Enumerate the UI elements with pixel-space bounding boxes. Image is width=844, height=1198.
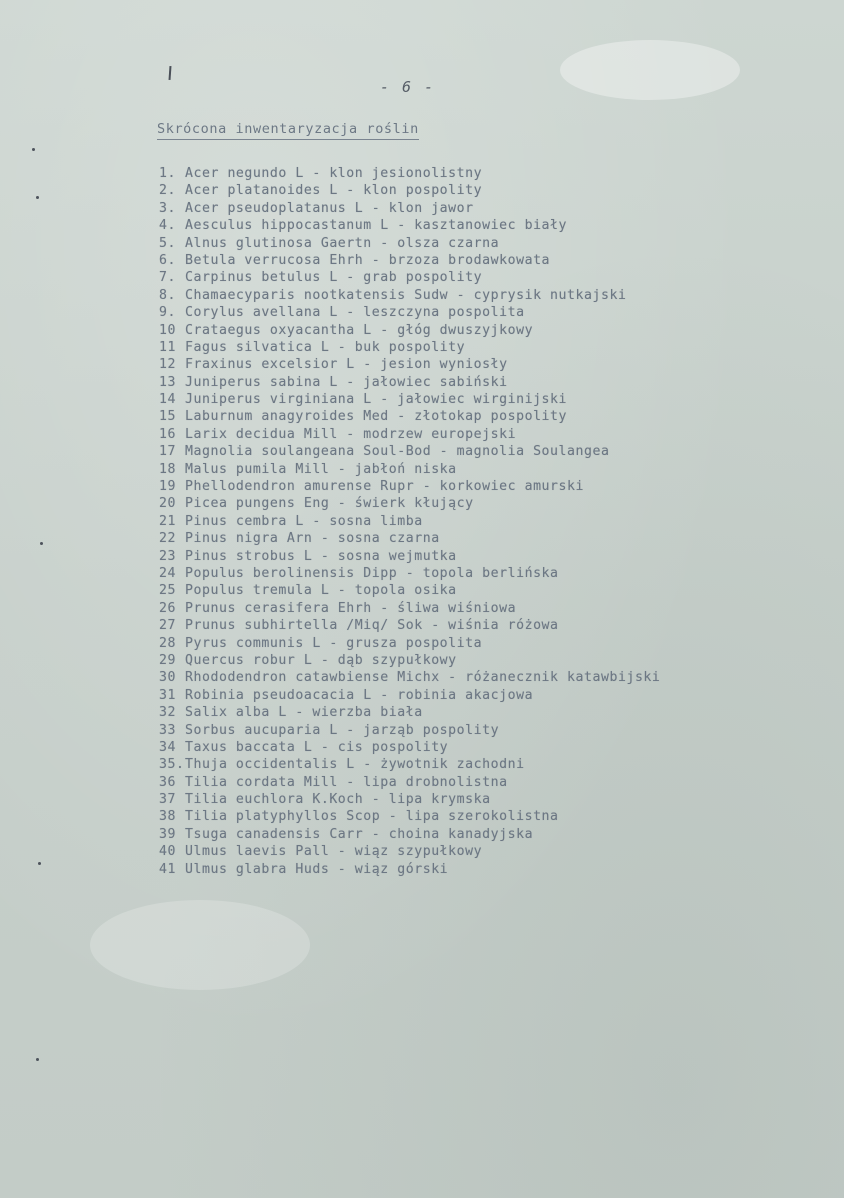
item-text: Sorbus aucuparia L - jarząb pospolity [185,722,500,738]
item-text: Betula verrucosa Ehrh - brzoza brodawkowata [185,252,551,268]
list-item [159,652,829,669]
list-item [159,304,829,321]
list-item [159,530,829,547]
item-text: Juniperus virginiana L - jałowiec wirginijski [185,392,568,408]
item-text: Tilia cordata Mill - lipa drobnolistna [185,774,508,790]
item-number: 1. [159,166,176,181]
margin-dot [40,542,43,545]
item-number: 30 [159,670,176,686]
item-text: Crataegus oxyacantha L - głóg dwuszyjkowy [185,322,534,338]
item-number: 23 [159,548,176,564]
item-number: 22 [159,531,176,547]
item-text: Ulmus glabra Huds - wiąz górski [185,861,449,877]
list-item [159,722,829,739]
item-number: 37 [159,792,176,808]
item-text: Aesculus hippocastanum L - kasztanowiec biały [185,218,568,234]
margin-dot [32,148,35,151]
list-item [159,287,829,304]
item-text: Robinia pseudoacacia L - robinia akacjowa [185,687,534,703]
item-text: Juniperus sabina L - jałowiec sabiński [185,374,508,390]
item-number: 39 [159,826,176,842]
list-item [159,756,829,773]
item-number: 31 [159,687,176,703]
item-number: 14 [159,392,176,408]
list-item [159,843,829,860]
item-number: 10 [159,322,176,338]
item-number: 16 [159,426,176,442]
item-text: Populus berolinensis Dipp - topola berlińska [185,565,559,581]
list-item [159,408,829,425]
list-item [159,200,829,217]
item-text: Tilia platyphyllos Scop - lipa szerokolistna [185,809,559,825]
item-text: Pinus nigra Arn - sosna czarna [185,531,440,547]
item-text: Phellodendron amurense Rupr - korkowiec amurski [185,479,585,495]
item-number: 3. [159,200,176,216]
item-text: Pyrus communis L - grusza pospolita [185,635,483,651]
item-text: Alnus glutinosa Gaertn - olsza czarna [185,235,500,251]
margin-dot [36,1058,39,1061]
list-item [159,443,829,460]
item-number: 17 [159,444,176,460]
list-item [159,478,829,495]
item-text: Acer platanoides L - klon pospolity [185,183,483,199]
list-item [159,687,829,704]
list-item [159,269,829,286]
item-text: Pinus strobus L - sosna wejmutka [185,548,457,564]
list-item [159,704,829,721]
item-number: 21 [159,513,176,529]
item-number: 2. [159,183,176,199]
list-item [159,235,829,252]
list-item [159,217,829,234]
item-number: 20 [159,496,176,512]
item-text: Pinus cembra L - sosna limba [185,513,423,529]
list-item [159,774,829,791]
item-text: Malus pumila Mill - jabłoń niska [185,461,457,477]
list-item [159,617,829,634]
list-item [159,582,829,599]
list-item [159,826,829,843]
list-item [159,600,829,617]
item-text: Larix decidua Mill - modrzew europejski [185,426,517,442]
list-item [159,669,829,686]
document-heading: Skrócona inwentaryzacja roślin [157,121,419,140]
item-number: 9. [159,305,176,321]
item-text: Prunus cerasifera Ehrh - śliwa wiśniowa [185,600,517,616]
item-number: 29 [159,652,176,668]
item-number: 13 [159,374,176,390]
list-item [159,322,829,339]
paper-scuff [90,900,310,990]
pen-mark [169,66,172,80]
item-number: 4. [159,218,176,234]
item-number: 26 [159,600,176,616]
item-number: 6. [159,252,176,268]
list-item [159,252,829,269]
list-item [159,426,829,443]
item-text: Fagus silvatica L - buk pospolity [185,339,466,355]
item-text: Prunus subhirtella /Miq/ Sok - wiśnia różowa [185,618,559,634]
item-number: 41 [159,861,176,877]
item-number: 8. [159,287,176,303]
item-text: Tilia euchlora K.Koch - lipa krymska [185,792,491,808]
item-number: 34 [159,739,176,755]
item-number: 19 [159,479,176,495]
item-text: Chamaecyparis nootkatensis Sudw - cyprysik nutkajski [185,287,627,303]
item-text: Thuja occidentalis L - żywotnik zachodni [185,757,525,773]
item-text: Rhododendron catawbiense Michx - różanecznik katawbijski [185,670,661,686]
margin-dot [38,862,41,865]
item-text: Quercus robur L - dąb szypułkowy [185,652,457,668]
list-item [159,635,829,652]
list-item [159,356,829,373]
item-number: 32 [159,705,176,721]
list-item [159,513,829,530]
item-text: Salix alba L - wierzba biała [185,705,423,721]
item-text: Populus tremula L - topola osika [185,583,457,599]
list-item [159,548,829,565]
item-number: 36 [159,774,176,790]
item-text: Magnolia soulangeana Soul-Bod - magnolia Soulangea [185,444,610,460]
item-text: Picea pungens Eng - świerk kłujący [185,496,474,512]
item-number: 25 [159,583,176,599]
item-number: 15 [159,409,176,425]
item-text: Carpinus betulus L - grab pospolity [185,270,483,286]
item-number: 5. [159,235,176,251]
item-number: 40 [159,844,176,860]
item-number: 12 [159,357,176,373]
margin-dot [36,196,39,199]
item-number: 33 [159,722,176,738]
item-text: Corylus avellana L - leszczyna pospolita [185,305,525,321]
item-number: 27 [159,618,176,634]
paper-scuff [560,40,740,100]
item-text: Tsuga canadensis Carr - choina kanadyjska [185,826,534,842]
item-number: 35. [159,757,185,773]
item-text: Laburnum anagyroides Med - złotokap pospolity [185,409,568,425]
item-number: 24 [159,565,176,581]
list-item [159,374,829,391]
list-item [159,791,829,808]
page-number: - 6 - [380,78,436,96]
item-number: 11 [159,339,176,355]
list-item [159,739,829,756]
list-item [159,565,829,582]
item-number: 28 [159,635,176,651]
item-text: Ulmus laevis Pall - wiąz szypułkowy [185,844,483,860]
list-item [159,495,829,512]
item-text: Taxus baccata L - cis pospolity [185,739,449,755]
item-text: Acer pseudoplatanus L - klon jawor [185,200,474,216]
item-number: 7. [159,270,176,286]
item-text: Acer negundo L - klon jesionolistny [185,166,483,181]
list-item [159,339,829,356]
item-number: 38 [159,809,176,825]
list-item [159,808,829,825]
list-item [159,861,829,878]
plant-inventory-list [159,165,829,878]
item-number: 18 [159,461,176,477]
list-item [159,391,829,408]
item-text: Fraxinus excelsior L - jesion wyniosły [185,357,508,373]
list-item [159,182,829,199]
list-item [159,165,829,182]
list-item [159,461,829,478]
